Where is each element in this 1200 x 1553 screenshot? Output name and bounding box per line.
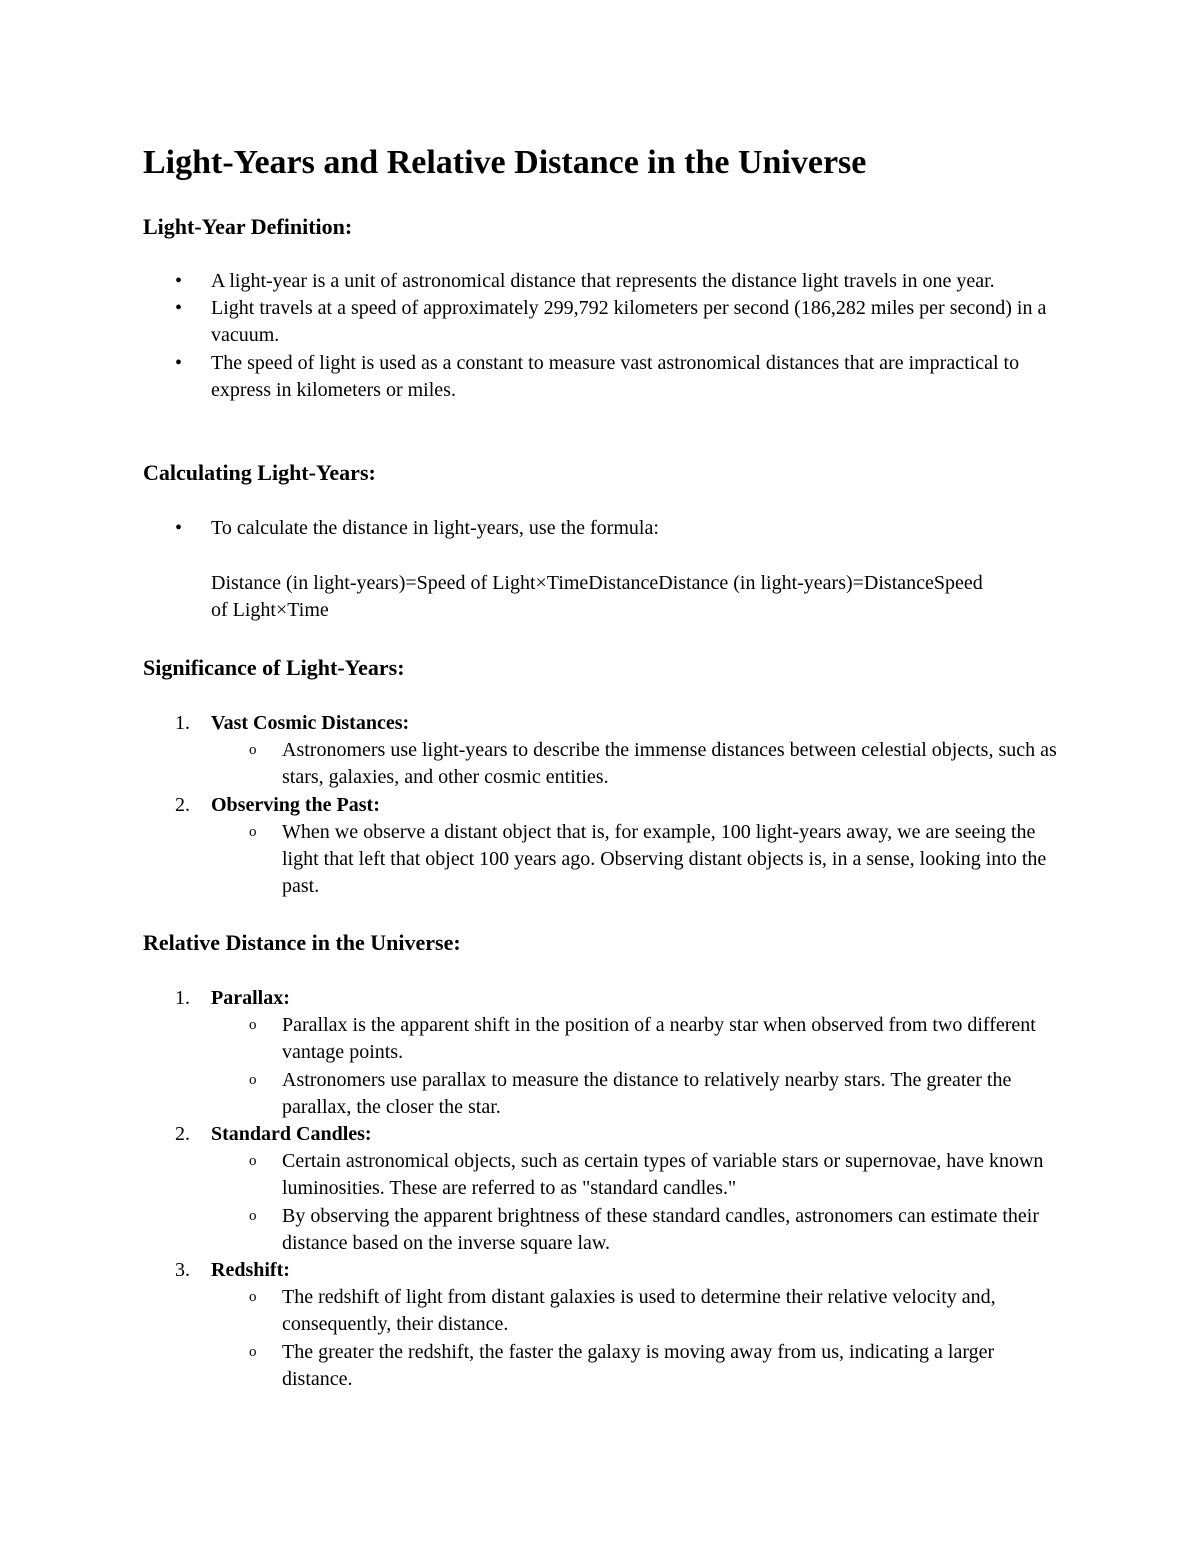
sub-list bbox=[211, 819, 1063, 901]
list-item-title: Redshift: bbox=[211, 1259, 290, 1282]
bullet-marker: • bbox=[175, 351, 183, 374]
sub-list bbox=[211, 737, 1063, 791]
sub-list-item-text: When we observe a distant object that is, for example, 100 light-years away, we are seeing the light that left that object 100 years ago. Observing distant objects is, in a sense, looking into the past. bbox=[282, 820, 1047, 898]
sub-bullet-marker: o bbox=[249, 1153, 257, 1170]
list-number: 2. bbox=[175, 793, 190, 816]
sub-list-item-text: By observing the apparent brightness of these standard candles, astronomers can estimate their distance based on the inverse square law. bbox=[282, 1204, 1039, 1254]
sub-list-item bbox=[211, 1203, 1063, 1257]
list-item-title: Vast Cosmic Distances: bbox=[211, 712, 410, 734]
list-item bbox=[143, 515, 1063, 542]
list-item-title: Observing the Past: bbox=[211, 793, 380, 816]
section-relative-distance bbox=[143, 929, 1063, 1393]
sub-list-item bbox=[211, 737, 1063, 791]
section-significance bbox=[143, 654, 1063, 900]
sub-bullet-marker: o bbox=[249, 1343, 257, 1360]
list-item bbox=[143, 268, 1063, 295]
sub-list-item bbox=[211, 1148, 1063, 1202]
bullet-marker: • bbox=[175, 517, 183, 539]
list-number: 1. bbox=[175, 712, 190, 734]
significance-numbered-list bbox=[143, 710, 1063, 900]
sub-list-item-text: Certain astronomical objects, such as certain types of variable stars or supernovae, have known luminosities. These are referred to as "standard candles." bbox=[282, 1150, 1044, 1200]
formula-text: Distance (in light-years)=Speed of Light×TimeDistanceDistance (in light-years)=DistanceSpeed of Light×Time bbox=[211, 572, 983, 622]
list-item-title: Parallax: bbox=[211, 987, 290, 1009]
bullet-marker: • bbox=[175, 297, 183, 320]
section-heading-calculating: Calculating Light-Years: bbox=[143, 460, 376, 485]
section-definition bbox=[143, 213, 1063, 404]
list-item bbox=[143, 350, 1063, 404]
list-item-title: Standard Candles: bbox=[211, 1123, 372, 1146]
sub-bullet-marker: o bbox=[249, 742, 257, 759]
list-item-text: To calculate the distance in light-years, use the formula: bbox=[211, 517, 659, 539]
sub-list-item-text: Astronomers use light-years to describe the immense distances between celestial objects, such as stars, galaxies, and other cosmic entities. bbox=[282, 739, 1057, 789]
sub-list-item bbox=[211, 1339, 1063, 1393]
sub-bullet-marker: o bbox=[249, 823, 257, 840]
sub-bullet-marker: o bbox=[249, 1071, 257, 1088]
sub-list-item bbox=[211, 1067, 1063, 1121]
list-number: 2. bbox=[175, 1123, 190, 1146]
sub-list-item-text: Astronomers use parallax to measure the distance to relatively nearby stars. The greater the parallax, the closer the star. bbox=[282, 1068, 1012, 1118]
calculating-bullet-list bbox=[143, 515, 1063, 542]
sub-bullet-marker: o bbox=[249, 1289, 257, 1306]
sub-list bbox=[211, 1284, 1063, 1393]
list-item bbox=[143, 985, 1063, 1121]
sub-list-item bbox=[211, 1012, 1063, 1066]
definition-bullet-list bbox=[143, 268, 1063, 404]
sub-list-item bbox=[211, 1284, 1063, 1338]
list-item bbox=[143, 295, 1063, 349]
list-item-text: Light travels at a speed of approximately 299,792 kilometers per second (186,282 miles per second) in a vacuum. bbox=[211, 297, 1047, 347]
section-calculating bbox=[143, 459, 1063, 625]
relative-numbered-list bbox=[143, 985, 1063, 1393]
sub-list-item bbox=[211, 819, 1063, 901]
bullet-marker: • bbox=[175, 270, 183, 292]
list-item bbox=[143, 1257, 1063, 1393]
sub-list-item-text: The greater the redshift, the faster the galaxy is moving away from us, indicating a larger distance. bbox=[282, 1340, 995, 1390]
list-number: 3. bbox=[175, 1259, 190, 1282]
list-item-text: A light-year is a unit of astronomical distance that represents the distance light travels in one year. bbox=[211, 270, 995, 292]
list-item bbox=[143, 710, 1063, 792]
list-item bbox=[143, 1121, 1063, 1257]
sub-bullet-marker: o bbox=[249, 1207, 257, 1224]
sub-list bbox=[211, 1148, 1063, 1257]
sub-list-item-text: The redshift of light from distant galaxies is used to determine their relative velocity and, consequently, their distance. bbox=[282, 1286, 996, 1336]
list-number: 1. bbox=[175, 987, 190, 1009]
sub-list-item-text: Parallax is the apparent shift in the position of a nearby star when observed from two different vantage points. bbox=[282, 1014, 1036, 1064]
list-item bbox=[143, 792, 1063, 901]
sub-bullet-marker: o bbox=[249, 1017, 257, 1034]
section-heading-definition: Light-Year Definition: bbox=[143, 214, 353, 239]
section-heading-relative-distance: Relative Distance in the Universe: bbox=[143, 930, 461, 955]
list-item-text: The speed of light is used as a constant to measure vast astronomical distances that are impractical to express in kilometers or miles. bbox=[211, 351, 1020, 401]
document-title: Light-Years and Relative Distance in the Universe bbox=[143, 144, 867, 181]
section-heading-significance: Significance of Light-Years: bbox=[143, 655, 405, 680]
sub-list bbox=[211, 1012, 1063, 1121]
